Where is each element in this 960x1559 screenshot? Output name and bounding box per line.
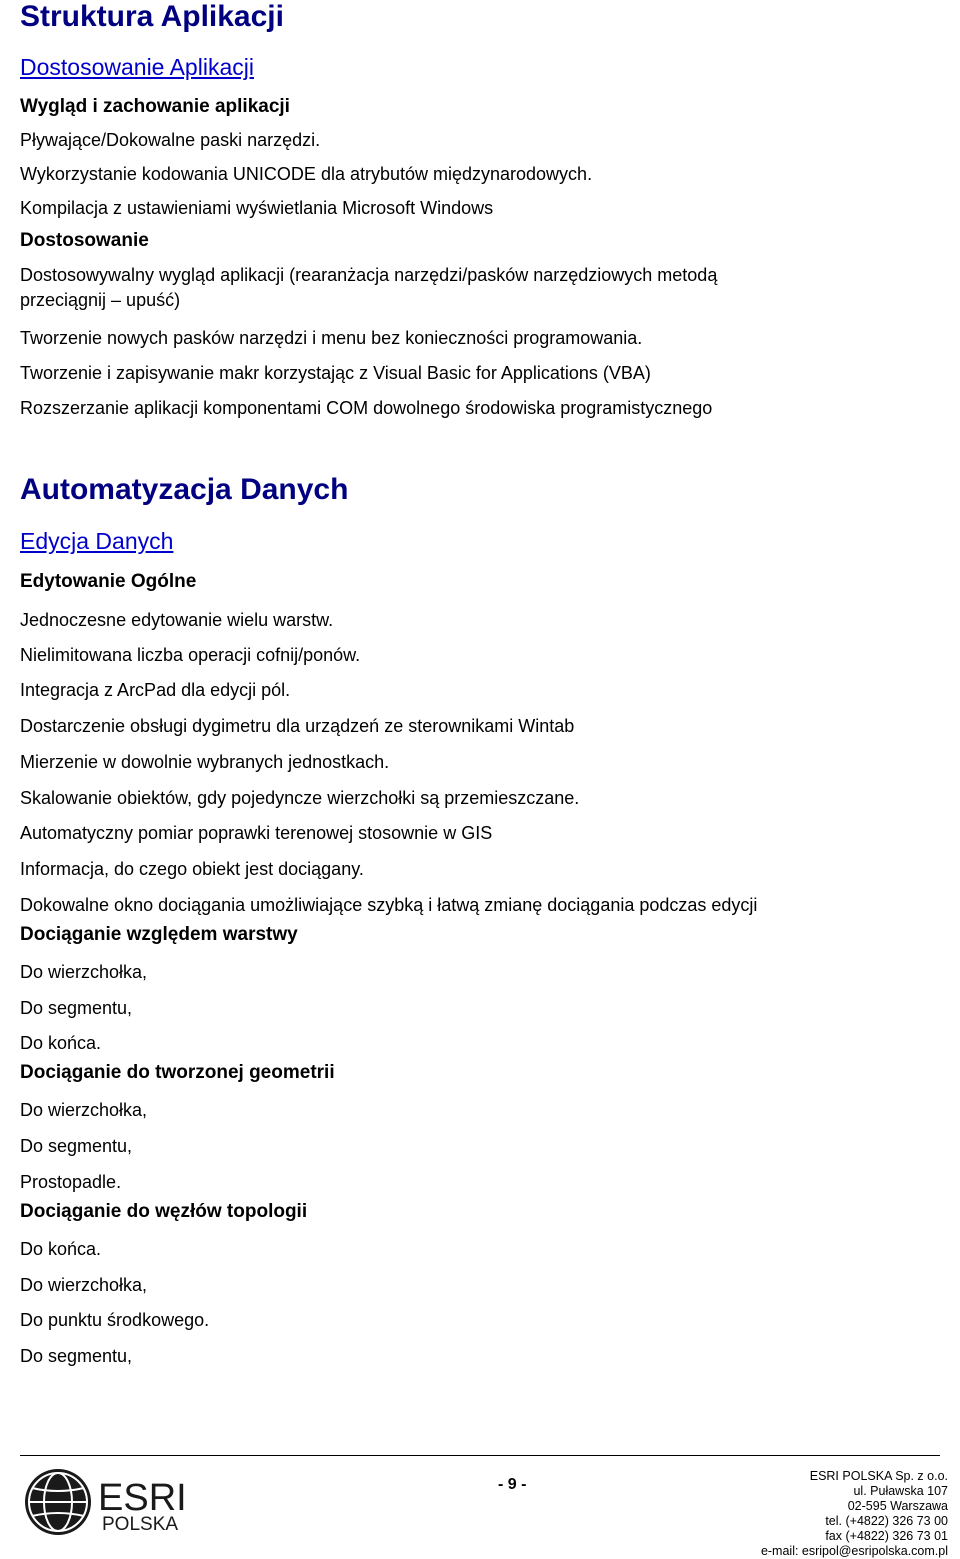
text-line: Skalowanie obiektów, gdy pojedyncze wierzchołki są przemieszczane.	[20, 788, 580, 808]
text-line: Mierzenie w dowolnie wybranych jednostkach.	[20, 752, 390, 772]
address-city: 02-595 Warszawa	[847, 1499, 948, 1513]
bold-heading: Dociąganie do tworzonej geometrii	[20, 1062, 335, 1083]
section-title-struktura: Struktura Aplikacji	[20, 0, 284, 33]
bold-heading: Wygląd i zachowanie aplikacji	[20, 96, 290, 117]
text-line: Automatyczny pomiar poprawki terenowej stosownie w GIS	[20, 823, 493, 843]
text-line: Integracja z ArcPad dla edycji pól.	[20, 680, 291, 700]
text-line: Do wierzchołka,	[20, 1275, 148, 1295]
page-number: - 9 -	[498, 1476, 527, 1493]
fax-number: fax (+4822) 326 73 01	[825, 1529, 948, 1543]
globe-icon	[22, 1466, 202, 1538]
text-line: Rozszerzanie aplikacji komponentami COM dowolnego środowiska programistycznego	[20, 398, 713, 418]
text-line: Dostosowywalny wygląd aplikacji (rearanżacja narzędzi/pasków narzędziowych metodą	[20, 265, 718, 285]
text-line: przeciągnij – upuść)	[20, 290, 181, 310]
text-line: Do segmentu,	[20, 1346, 133, 1366]
text-line: Jednoczesne edytowanie wielu warstw.	[20, 610, 334, 630]
text-line: Wykorzystanie kodowania UNICODE dla atrybutów międzynarodowych.	[20, 164, 593, 184]
footer-divider	[20, 1455, 940, 1456]
text-line: Do wierzchołka,	[20, 962, 148, 982]
text-line: Tworzenie i zapisywanie makr korzystając z Visual Basic for Applications (VBA)	[20, 363, 651, 383]
text-line: Dokowalne okno dociągania umożliwiające szybką i łatwą zmianę dociągania podczas edycji	[20, 895, 758, 915]
text-line: Nielimitowana liczba operacji cofnij/ponów.	[20, 645, 361, 665]
company-name: ESRI POLSKA Sp. z o.o.	[809, 1469, 948, 1483]
subsection-link-dostosowanie[interactable]: Dostosowanie Aplikacji	[20, 54, 254, 80]
bold-heading: Dociąganie do węzłów topologii	[20, 1201, 308, 1222]
text-line: Do segmentu,	[20, 998, 133, 1018]
text-line: Do punktu środkowego.	[20, 1310, 210, 1330]
logo-main-text: ESRI	[98, 1477, 187, 1519]
address-street: ul. Puławska 107	[853, 1484, 948, 1498]
email-address[interactable]: e-mail: esripol@esripolska.com.pl	[760, 1544, 948, 1558]
text-line: Do końca.	[20, 1033, 102, 1053]
text-line: Do segmentu,	[20, 1136, 133, 1156]
subsection-link-edycja[interactable]: Edycja Danych	[20, 528, 174, 554]
bold-heading: Dostosowanie	[20, 230, 149, 251]
phone-number: tel. (+4822) 326 73 00	[825, 1514, 948, 1528]
text-line: Do wierzchołka,	[20, 1100, 148, 1120]
section-title-automatyzacja: Automatyzacja Danych	[20, 473, 349, 506]
text-line: Do końca.	[20, 1239, 102, 1259]
text-line: Dostarczenie obsługi dygimetru dla urządzeń ze sterownikami Wintab	[20, 716, 575, 736]
text-line: Informacja, do czego obiekt jest dociągany.	[20, 859, 364, 879]
text-line: Prostopadle.	[20, 1172, 122, 1192]
company-address	[761, 1469, 948, 1559]
text-line: Tworzenie nowych pasków narzędzi i menu bez konieczności programowania.	[20, 328, 643, 348]
text-line: Kompilacja z ustawieniami wyświetlania Microsoft Windows	[20, 198, 494, 218]
esri-logo	[22, 1466, 202, 1538]
text-line: Pływające/Dokowalne paski narzędzi.	[20, 130, 321, 150]
bold-heading: Dociąganie względem warstwy	[20, 924, 298, 945]
logo-sub-text: POLSKA	[102, 1514, 179, 1535]
bold-heading: Edytowanie Ogólne	[20, 571, 197, 592]
